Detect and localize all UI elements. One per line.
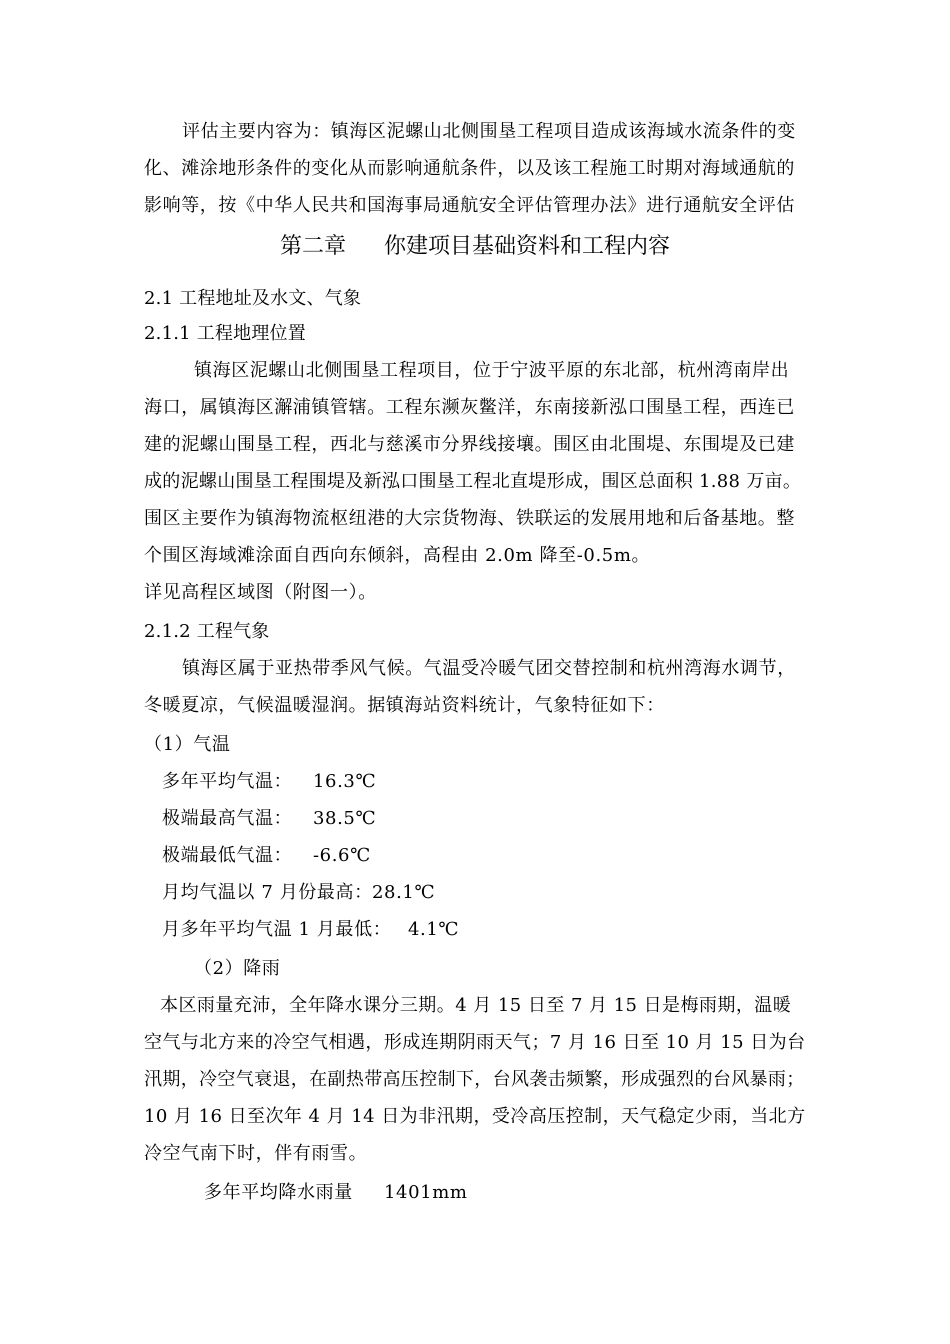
rainfall-line-2: 空气与北方来的冷空气相遇，形成连期阴雨天气；7 月 16 日至 10 月 15 日为台 <box>144 1032 806 1053</box>
rainfall-line-4: 10 月 16 日至次年 4 月 14 日为非汛期，受冷高压控制，天气稳定少雨，当北方 <box>144 1106 806 1127</box>
temp-item-1-label: 多年平均气温： <box>162 771 293 792</box>
temp-item-4-value: 28.1℃ <box>372 882 436 903</box>
temp-item-3-label: 极端最低气温： <box>162 845 293 866</box>
rainfall-heading: （2）降雨 <box>194 958 281 979</box>
section-2-1-heading: 2.1 工程地址及水文、气象 <box>144 288 362 309</box>
rainfall-line-3: 汛期，冷空气衰退，在副热带高压控制下，台风袭击频繁，形成强烈的台风暴雨； <box>144 1069 805 1090</box>
location-line-6: 个围区海域滩涂面自西向东倾斜，高程由 2.0m 降至-0.5m。 <box>144 545 651 566</box>
location-line-4: 成的泥螺山围垦工程围堤及新泓口围垦工程北直堤形成，围区总面积 1.88 万亩。 <box>144 471 802 492</box>
annual-rainfall-value: 1401mm <box>384 1182 468 1203</box>
temp-item-1-value: 16.3℃ <box>313 771 377 792</box>
annual-rainfall-label: 多年平均降水雨量 <box>204 1182 353 1203</box>
location-line-7: 详见高程区域图（附图一）。 <box>144 582 377 603</box>
chapter-number: 第二章 <box>279 234 346 259</box>
temp-item-4-label: 月均气温以 7 月份最高： <box>162 882 373 903</box>
section-2-1-2-heading: 2.1.2 工程气象 <box>144 621 270 642</box>
location-line-2: 海口，属镇海区澥浦镇管辖。工程东濒灰鳖洋，东南接新泓口围垦工程，西连已 <box>144 397 795 418</box>
location-line-3: 建的泥螺山围垦工程，西北与慈溪市分界线接壤。围区由北围堤、东围堤及已建 <box>144 434 795 455</box>
rainfall-line-1: 本区雨量充沛，全年降水课分三期。4 月 15 日至 7 月 15 日是梅雨期，温暖 <box>160 995 792 1016</box>
section-2-1-1-heading: 2.1.1 工程地理位置 <box>144 323 306 344</box>
chapter-name: 你建项目基础资料和工程内容 <box>384 234 671 259</box>
climate-line-1: 镇海区属于亚热带季风气候。气温受冷暖气团交替控制和杭州湾海水调节， <box>182 658 796 679</box>
temperature-heading: （1）气温 <box>144 734 231 755</box>
intro-line-2: 化、滩涂地形条件的变化从而影响通航条件，以及该工程施工时期对海域通航的 <box>144 158 795 179</box>
climate-line-2: 冬暖夏凉，气候温暖湿润。据镇海站资料统计，气象特征如下： <box>144 695 665 716</box>
temp-item-3-value: -6.6℃ <box>313 845 371 866</box>
location-line-1: 镇海区泥螺山北侧围垦工程项目，位于宁波平原的东北部，杭州湾南岸出 <box>194 360 790 381</box>
temp-item-2-value: 38.5℃ <box>313 808 377 829</box>
temp-item-5-value: 4.1℃ <box>408 919 460 940</box>
location-line-5: 围区主要作为镇海物流枢纽港的大宗货物海、铁联运的发展用地和后备基地。整 <box>144 508 795 529</box>
chapter-title <box>0 233 950 261</box>
intro-line-1: 评估主要内容为：镇海区泥螺山北侧围垦工程项目造成该海域水流条件的变 <box>182 121 796 142</box>
temp-item-2-label: 极端最高气温： <box>162 808 293 829</box>
intro-line-3: 影响等，按《中华人民共和国海事局通航安全评估管理办法》进行通航安全评估 <box>144 195 795 216</box>
temp-item-5-label: 月多年平均气温 1 月最低： <box>162 919 392 940</box>
rainfall-line-5: 冷空气南下时，伴有雨雪。 <box>144 1143 368 1164</box>
